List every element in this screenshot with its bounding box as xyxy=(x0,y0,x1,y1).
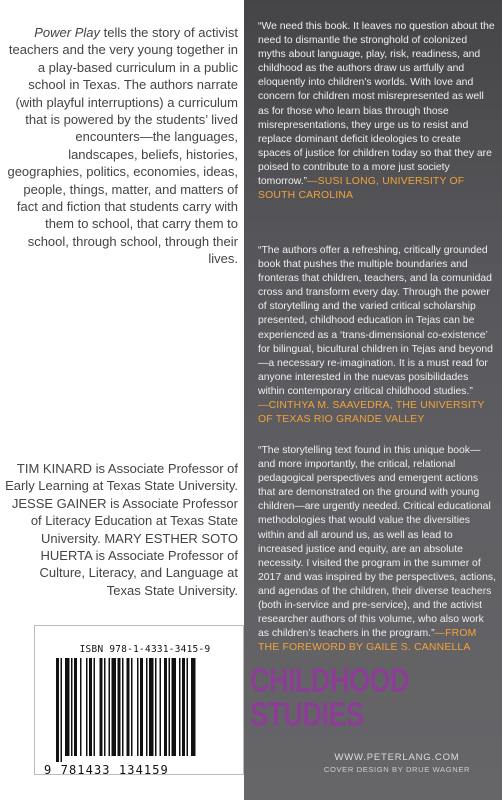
isbn-label: ISBN 978-1-4331-3415-9 xyxy=(79,644,211,655)
review-quote-3 xyxy=(258,444,496,655)
barcode-icon xyxy=(56,658,236,762)
barcode-number: 9 781433 134159 xyxy=(44,763,169,777)
review-quote-2-attribution: —CINTHYA M. SAAVEDRA, THE UNIVERSITY OF TEXAS RIO GRANDE VALLEY xyxy=(258,400,485,426)
review-quote-3-text: “The storytelling text found in this unique book—and more importantly, the critical, relational pedagogical perspectives and emergent actions that are demonstrated on the ground with young children—are urgently needed. Critical educational methodologies that would value the diversities within and all around us, as well as lead to increased justice and equity, are an absolute necessity. I visited the program in the summer of 2017 and was inspired by the perspectives, actions, and agendas of the children, their diverse teachers (both in-service and pre-service), and the activist researcher authors of this volume, who also work as children’s teachers in the program.” xyxy=(258,445,496,640)
review-quote-3-attribution: —FROM THE FOREWORD BY GAILE S. CANNELLA xyxy=(258,628,477,654)
review-quote-1 xyxy=(258,20,496,203)
review-quote-2 xyxy=(258,244,496,427)
book-title-italic: Power Play xyxy=(34,25,100,40)
review-quote-2-text: “The authors offer a refreshing, critically grounded book that pushes the multiple boundaries and fronteras that children, teachers, and la comunidad cross and transform every day. Through the power of storytelling and the varied critical scholarship presented, childhood education in Tejas can be experienced as a ‘trans-dimensional co-existence’ for bilingual, bicultural children in Tejas and beyond—a necessary re-imagination. It is a must read for anyone interested in the nuevas posibilidades within contemporary critical childhood studies.” xyxy=(258,245,493,397)
review-quote-1-attribution: —SUSI LONG, UNIVERSITY OF SOUTH CAROLINA xyxy=(258,176,465,202)
review-quote-1-text: “We need this book. It leaves no question about the need to dismantle the stronghold of colonized myths about language, play, risk, readiness, and childhood as the authors draw us artfully and eloquently into children’s worlds. With love and concern for children most misrepresented as well as for those who learn bias through those misrepresentations, they urge us to resist and replace dominant deficit ideologies to create spaces of justice for children today so that they are poised to contribute to a more just society tomorrow.” xyxy=(258,21,495,188)
series-logo: CHILDHOOD STUDIES xyxy=(250,661,409,733)
book-description xyxy=(4,24,238,268)
cover-design-credit: COVER DESIGN BY DRUE WAGNER xyxy=(323,765,471,774)
authors-bio: TIM KINARD is Associate Professor of Early Learning at Texas State University. JESSE GAINER is Associate Professor of Literacy Education at Texas State University. MARY ESTHER SOTO HUERTA is Associate Professor of Culture, Literacy, and Language at Texas State University. xyxy=(5,461,238,598)
publisher-website: WWW.PETERLANG.COM xyxy=(334,752,460,763)
book-description-body: tells the story of activist teachers and the very young together in a play-based curriculum in a public school in Texas. The authors narrate (with playful interruptions) a curriculum that is powered by the students’ lived encounters—the languages, landscapes, beliefs, histories, geographies, politics, economies, ideas, people, things, matter, and matters of fact and fiction that students carry with them to school, that carry them to school, through school, through their lives. xyxy=(7,25,238,267)
